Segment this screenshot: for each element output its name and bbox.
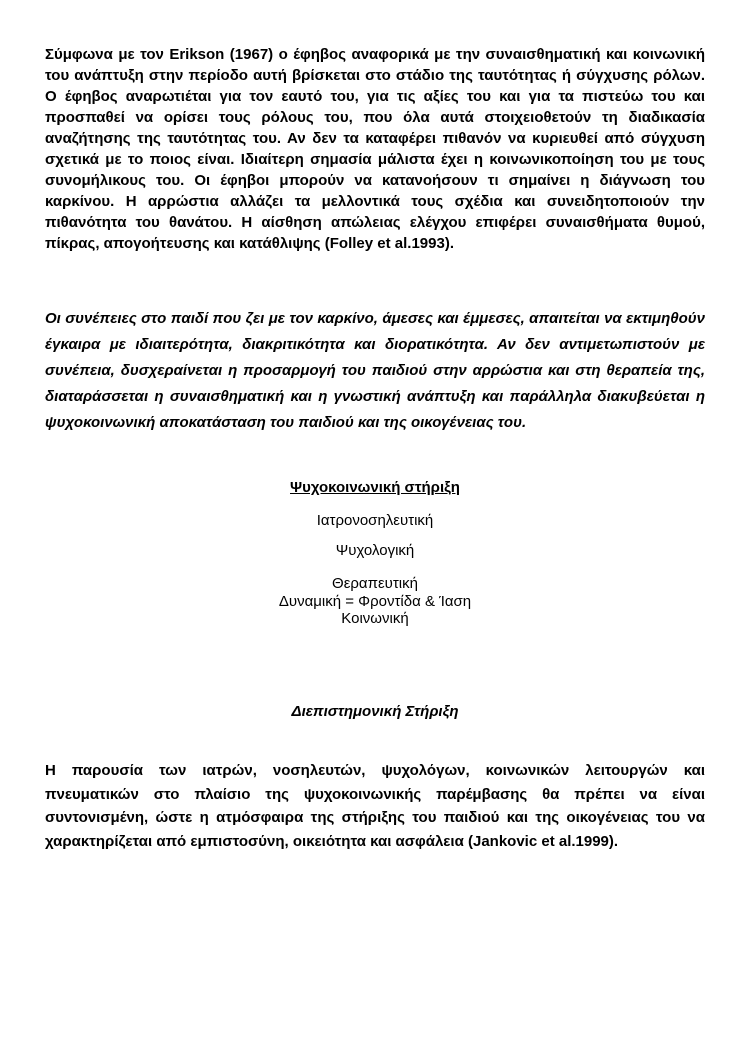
support-item-medical-nursing: Ιατρονοσηλευτική <box>316 512 434 529</box>
support-item-dynamic: Δυναμική = Φροντίδα & Ίαση <box>278 592 472 610</box>
support-item-social: Κοινωνική <box>341 610 409 627</box>
support-item-therapeutic: Θεραπευτική <box>332 575 418 592</box>
psychosocial-support-heading: Ψυχοκοινωνική στήριξη <box>290 479 460 496</box>
support-item-psychological: Ψυχολογική <box>335 542 415 559</box>
interdisciplinary-support-heading: Διεπιστημονική Στήριξη <box>291 703 459 720</box>
psychosocial-support-section <box>45 478 705 628</box>
paragraph-adolescent-identity: Σύμφωνα με τον Erikson (1967) ο έφηβος αναφορικά με την συναισθηματική και κοινωνική του ανάπτυξη στην περίοδο αυτή βρίσκεται στο στάδιο της ταυτότητας ή σύγχυσης ρόλων. Ο έφηβος αναρωτιέται για τον εαυτό του, για τις αξίες του και για τα πιστεύω του και προσπαθεί να ορίσει τους ρόλους του, που όλα αυτά στοιχειοθετούν τη διαδικασία αναζήτησης της ταυτότητας του. Αν δεν τα καταφέρει πιθανόν να κυριευθεί από σύγχυση σχετικά με το ποιος είναι. Ιδιαίτερη σημασία μάλιστα έχει η κοινωνικοποίηση του με τους συνομήλικους του. Οι έφηβοι μπορούν να κατανοήσουν τι σημαίνει η διάγνωση του καρκίνου. Η αρρώστια αλλάζει τα μελλοντικά τους σχέδια και συνειδητοποιούν την πιθανότητα του θανάτου. Η αίσθηση απώλειας ελέγχου επιφέρει συναισθήματα θυμού, πίκρας, απογοήτευσης και κατάθλιψης (Folley et al.1993). <box>45 46 705 252</box>
support-item-group <box>45 575 705 628</box>
paragraph-consequences-child: Οι συνέπειες στο παιδί που ζει με τον καρκίνο, άμεσες και έμμεσες, απαιτείται να εκτιμηθούν έγκαιρα με ιδιαιτερότητα, διακριτικότητα και διορατικότητα. Αν δεν αντιμετωπιστούν με συνέπεια, δυσχεραίνεται η προσαρμογή του παιδιού στην αρρώστια και στη θεραπεία της, διαταράσσεται η συναισθηματική και η γνωστική ανάπτυξη και παράλληλα διακυβεύεται η ψυχοκοινωνική αποκατάσταση του παιδιού και της οικογένειας του. <box>45 310 705 431</box>
paragraph-professionals-presence: Η παρουσία των ιατρών, νοσηλευτών, ψυχολόγων, κοινωνικών λειτουργών και πνευματικών στο πλαίσιο της ψυχοκοινωνικής παρέμβασης θα πρέπει να είναι συντονισμένη, ώστε η ατμόσφαιρα της στήριξης του παιδιού και της οικογένειας του να χαρακτηρίζεται από εμπιστοσύνη, οικειότητα και ασφάλεια (Jankovic et al.1999). <box>45 762 705 850</box>
